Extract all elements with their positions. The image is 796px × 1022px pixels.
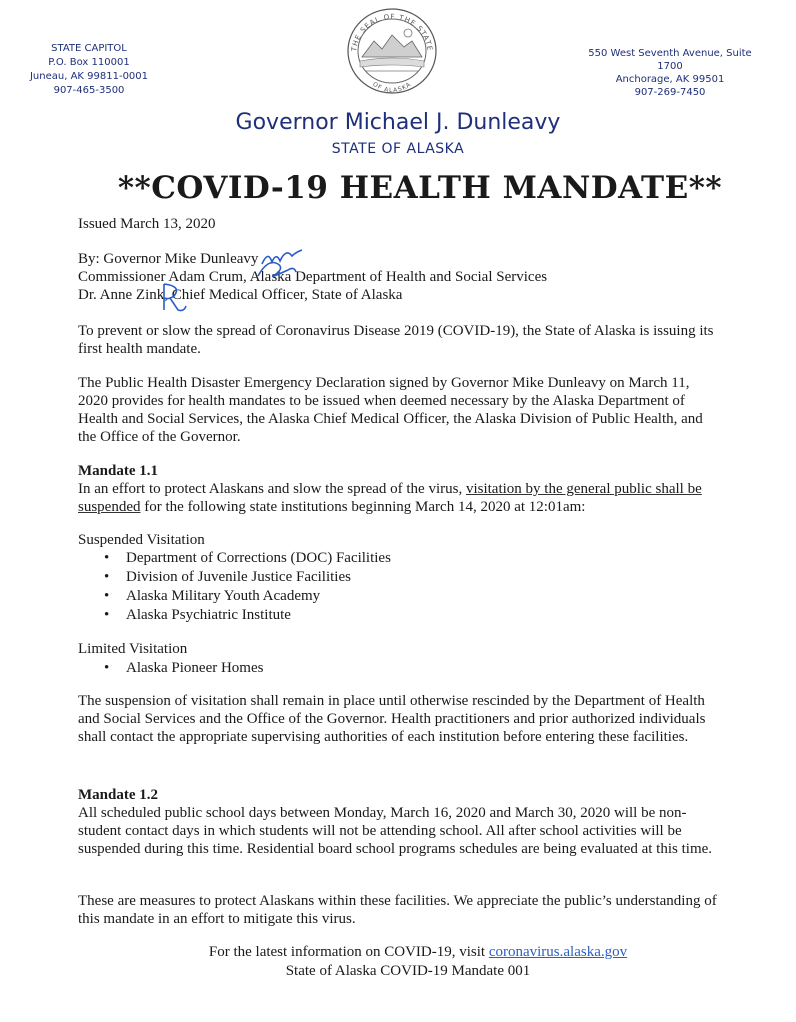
footer-info-text: For the latest information on COVID-19, visit: [208, 944, 489, 960]
list-item-label: Alaska Psychiatric Institute: [126, 607, 291, 623]
mandate-1-text: [78, 480, 723, 516]
list-item-label: Alaska Pioneer Homes: [126, 660, 264, 676]
capitol-address: [28, 42, 150, 98]
bullet-icon: •: [104, 660, 110, 676]
limited-list: [78, 659, 723, 678]
list-item: [78, 549, 723, 568]
address-line: P.O. Box 110001: [48, 57, 130, 68]
anchorage-address: [582, 47, 758, 99]
document-title: **COVID-19 HEALTH MANDATE**: [117, 170, 723, 206]
mandate-id: State of Alaska COVID-19 Mandate 001: [285, 963, 531, 979]
mandate-1-heading: Mandate 1.1: [78, 463, 158, 479]
state-name: STATE OF ALASKA: [331, 141, 465, 157]
address-line: STATE CAPITOL: [51, 43, 127, 54]
declaration-paragraph: The Public Health Disaster Emergency Declaration signed by Governor Mike Dunleavy on March 11, 2020 provides for health mandates to be issued when deemed necessary by the Alaska Department of Health and Social Services, the Alaska Chief Medical Officer, the Alaska Division of Public Health, and the Office of the Governor.: [78, 375, 703, 445]
signatory-commissioner: Commissioner Adam Crum, Alaska Department of Health and Social Services: [78, 269, 548, 285]
issued-date: Issued March 13, 2020: [78, 216, 216, 232]
suspended-list: [78, 549, 723, 625]
mandate-1-text-start: In an effort to protect Alaskans and slow the spread of the virus,: [78, 481, 466, 497]
mandate-1-text-end: for the following state institutions beginning March 14, 2020 at 12:01am:: [140, 499, 586, 515]
address-line: 550 West Seventh Avenue, Suite 1700: [588, 48, 752, 72]
mandate-2-text: All scheduled public school days between Monday, March 16, 2020 and March 30, 2020 will be non-student contact days in which students will not be attending school. All after school activities will be suspended during this time. Residential board school programs schedules are being evaluated at this time.: [78, 805, 713, 857]
governor-name: Governor Michael J. Dunleavy: [235, 110, 561, 135]
initials-signature-icon: [254, 256, 298, 284]
signatory-cmo: Dr. Anne Zink, Chief Medical Officer, State of Alaska: [78, 287, 403, 303]
list-item-label: Alaska Military Youth Academy: [126, 588, 321, 604]
suspension-paragraph: The suspension of visitation shall remain in place until otherwise rescinded by the Department of Health and Social Services and the Office of the Governor. Health practitioners and prior authorized individuals shall contact the appropriate supervising authorities of each institution before entering these facilities.: [78, 693, 706, 745]
signatory-governor: By: Governor Mike Dunleavy: [78, 251, 259, 267]
coronavirus-link[interactable]: coronavirus.alaska.gov: [488, 944, 628, 960]
initials-signature-icon: [156, 280, 190, 316]
mandate-2-heading: Mandate 1.2: [78, 787, 158, 803]
address-line: Anchorage, AK 99501: [615, 74, 725, 85]
list-item: [78, 568, 723, 587]
seal-top-text: THE SEAL OF THE STATE: [350, 12, 434, 52]
address-line: 907-465-3500: [53, 85, 125, 96]
list-item-label: Division of Juvenile Justice Facilities: [126, 569, 351, 585]
list-item: [78, 659, 723, 678]
suspended-visitation-label: Suspended Visitation: [78, 532, 205, 548]
list-item: [78, 587, 723, 606]
bullet-icon: •: [104, 588, 110, 604]
intro-paragraph: To prevent or slow the spread of Coronavirus Disease 2019 (COVID-19), the State of Alaska is issuing its first health mandate.: [78, 323, 714, 357]
mandate-1-underlined: visitation by the general public shall be suspended: [78, 481, 702, 515]
bullet-icon: •: [104, 550, 110, 566]
bullet-icon: •: [104, 569, 110, 585]
seal-bottom-text: OF ALASKA: [371, 80, 413, 95]
footer-info: [0, 944, 796, 961]
limited-visitation-label: Limited Visitation: [78, 641, 188, 657]
bullet-icon: •: [104, 607, 110, 623]
closing-paragraph: These are measures to protect Alaskans within these facilities. We appreciate the public’s understanding of this mandate in an effort to mitigate this virus.: [78, 893, 717, 927]
address-line: Juneau, AK 99811-0001: [29, 71, 149, 82]
address-line: 907-269-7450: [634, 87, 706, 98]
state-seal-icon: [338, 5, 446, 98]
list-item: [78, 606, 723, 625]
list-item-label: Department of Corrections (DOC) Facilities: [126, 550, 391, 566]
